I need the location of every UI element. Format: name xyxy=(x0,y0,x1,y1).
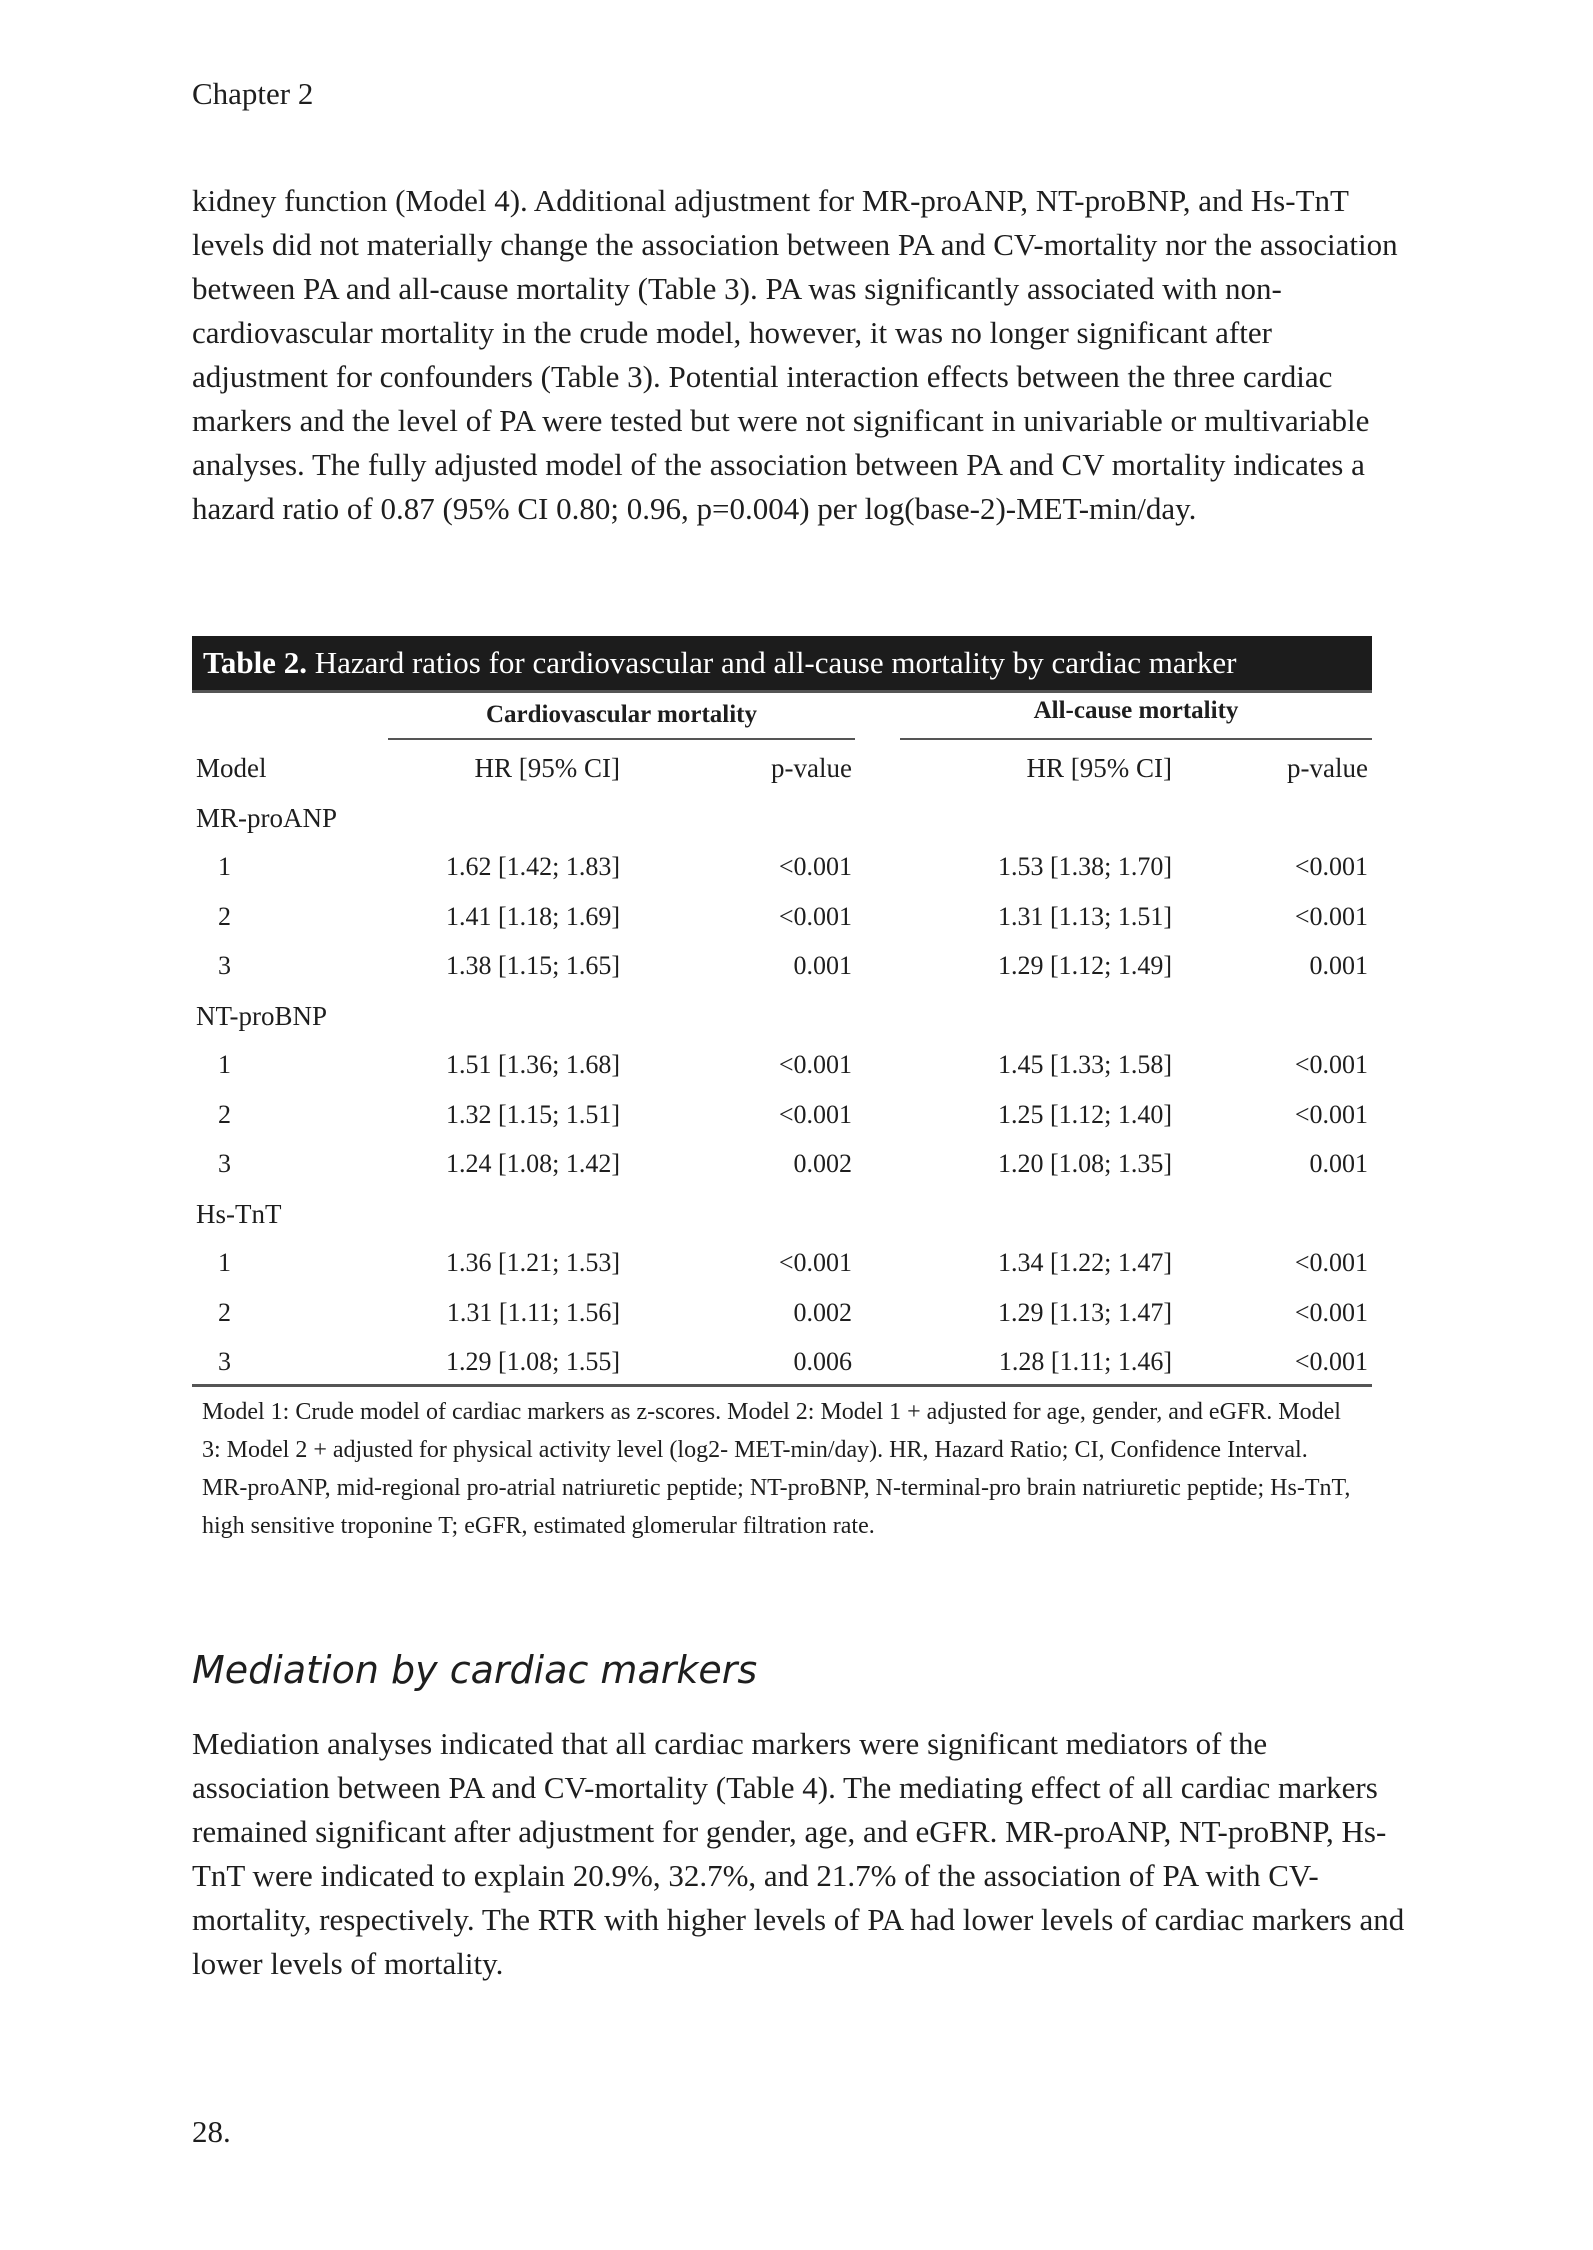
table-caption: Hazard ratios for cardiovascular and all-cause mortality by cardiac marker xyxy=(314,645,1237,680)
marker-group-label: NT-proBNP xyxy=(196,1000,328,1031)
table-cell-p-value: <0.001 xyxy=(1294,852,1368,881)
table-cell-model: 3 xyxy=(218,1149,231,1178)
page-number: 28. xyxy=(192,2114,231,2149)
table-cell-hr-ci: 1.25 [1.12; 1.40] xyxy=(997,1099,1172,1129)
table-cell-p-value: <0.001 xyxy=(1294,1297,1368,1327)
section-heading: Mediation by cardiac markers xyxy=(192,1648,758,1692)
table-cell-model: 2 xyxy=(218,1099,231,1129)
group-header-cardiovascular: Cardiovascular mortality xyxy=(485,701,758,728)
column-header-p-value: p-value xyxy=(1287,753,1368,783)
table-cell-hr-ci: 1.38 [1.15; 1.65] xyxy=(445,951,620,980)
table-cell-model: 2 xyxy=(218,1297,231,1327)
table-cell-p-value: 0.001 xyxy=(1309,951,1368,980)
marker-group-label: Hs-TnT xyxy=(196,1198,282,1229)
table-cell-p-value: <0.001 xyxy=(778,901,852,931)
table-cell-hr-ci: 1.41 [1.18; 1.69] xyxy=(445,901,620,931)
table-cell-model: 1 xyxy=(218,852,231,881)
table-label: Table 2. xyxy=(203,645,307,680)
table-cell-p-value: <0.001 xyxy=(778,1099,852,1129)
table-cell-hr-ci: 1.32 [1.15; 1.51] xyxy=(445,1099,620,1129)
table-cell-model: 1 xyxy=(218,1248,231,1277)
group-rule-cv xyxy=(388,738,855,740)
table-cell-p-value: <0.001 xyxy=(1294,1248,1368,1277)
running-head: Chapter 2 xyxy=(192,76,314,111)
table-cell-hr-ci: 1.45 [1.33; 1.58] xyxy=(997,1050,1172,1079)
table-cell-p-value: 0.001 xyxy=(793,951,852,980)
table-cell-hr-ci: 1.29 [1.12; 1.49] xyxy=(997,951,1172,980)
column-header-hr-ci: HR [95% CI] xyxy=(1026,753,1172,783)
table-cell-p-value: <0.001 xyxy=(1294,1347,1368,1376)
table-cell-p-value: <0.001 xyxy=(778,852,852,881)
table-cell-p-value: 0.001 xyxy=(1309,1149,1368,1178)
table-cell-hr-ci: 1.24 [1.08; 1.42] xyxy=(445,1149,620,1178)
table-cell-hr-ci: 1.31 [1.11; 1.56] xyxy=(446,1297,620,1327)
table-top-rule xyxy=(192,690,1372,693)
group-header-all-cause: All-cause mortality xyxy=(1033,697,1239,724)
table-cell-p-value: <0.001 xyxy=(778,1050,852,1079)
table-cell-hr-ci: 1.28 [1.11; 1.46] xyxy=(998,1347,1172,1376)
table-cell-hr-ci: 1.20 [1.08; 1.35] xyxy=(997,1149,1172,1178)
table-cell-p-value: <0.001 xyxy=(1294,1099,1368,1129)
column-header-model: Model xyxy=(196,753,267,783)
marker-group-label: MR-proANP xyxy=(196,802,338,833)
table-cell-hr-ci: 1.62 [1.42; 1.83] xyxy=(445,852,620,881)
group-rule-all xyxy=(900,738,1372,740)
table-cell-p-value: <0.001 xyxy=(1294,901,1368,931)
column-header-p-value: p-value xyxy=(771,753,852,783)
table-cell-hr-ci: 1.34 [1.22; 1.47] xyxy=(997,1248,1172,1277)
table-cell-hr-ci: 1.36 [1.21; 1.53] xyxy=(445,1248,620,1277)
table-cell-model: 2 xyxy=(218,901,231,931)
body-paragraph: Mediation analyses indicated that all cardiac markers were significant mediators of the association between PA and CV-mortality (Table 4). The mediating effect of all cardiac markers remained significant after adjustment for gender, age, and eGFR. MR-proANP, NT-proBNP, Hs-TnT were indicated to explain 20.9%, 32.7%, and 21.7% of the association of PA with CV-mortality, respectively. The RTR with higher levels of PA had lower levels of cardiac markers and lower levels of mortality. xyxy=(192,1726,1405,1981)
table-cell-p-value: <0.001 xyxy=(1294,1050,1368,1079)
body-paragraph: kidney function (Model 4). Additional adjustment for MR-proANP, NT-proBNP, and Hs-TnT levels did not materially change the association between PA and CV-mortality nor the association between PA and all-cause mortality (Table 3). PA was significantly associated with non-cardiovascular mortality in the crude model, however, it was no longer significant after adjustment for confounders (Table 3). Potential interaction effects between the three cardiac markers and the level of PA were tested but were not significant in univariable or multivariable analyses. The fully adjusted model of the association between PA and CV mortality indicates a hazard ratio of 0.87 (95% CI 0.80; 0.96, p=0.004) per log(base-2)-MET-min/day. xyxy=(192,183,1398,526)
table-cell-hr-ci: 1.29 [1.08; 1.55] xyxy=(445,1347,620,1376)
table-cell-hr-ci: 1.29 [1.13; 1.47] xyxy=(997,1297,1172,1327)
table-cell-hr-ci: 1.31 [1.13; 1.51] xyxy=(997,901,1172,931)
table-cell-model: 3 xyxy=(218,951,231,980)
table-cell-model: 1 xyxy=(218,1050,231,1079)
table-footnote: Model 1: Crude model of cardiac markers as z-scores. Model 2: Model 1 + adjusted for age, gender, and eGFR. Model 3: Model 2 + adjusted for physical activity level (log2- MET-min/day). HR, Hazard Ratio; CI, Confidence Interval. MR-proANP, mid-regional pro-atrial natriuretic peptide; NT-proBNP, N-terminal-pro brain natriuretic peptide; Hs-TnT, high sensitive troponine T; eGFR, estimated glomerular filtration rate. xyxy=(202,1399,1351,1539)
table-caption-bar xyxy=(192,636,1372,690)
table-cell-p-value: <0.001 xyxy=(778,1248,852,1277)
table-cell-p-value: 0.006 xyxy=(793,1347,852,1376)
column-header-hr-ci: HR [95% CI] xyxy=(474,753,620,783)
table-cell-hr-ci: 1.51 [1.36; 1.68] xyxy=(445,1050,620,1079)
table-cell-model: 3 xyxy=(218,1347,231,1376)
table-cell-p-value: 0.002 xyxy=(793,1149,852,1178)
table-cell-hr-ci: 1.53 [1.38; 1.70] xyxy=(997,852,1172,881)
table-bottom-rule xyxy=(192,1384,1372,1387)
table-cell-p-value: 0.002 xyxy=(793,1297,852,1327)
